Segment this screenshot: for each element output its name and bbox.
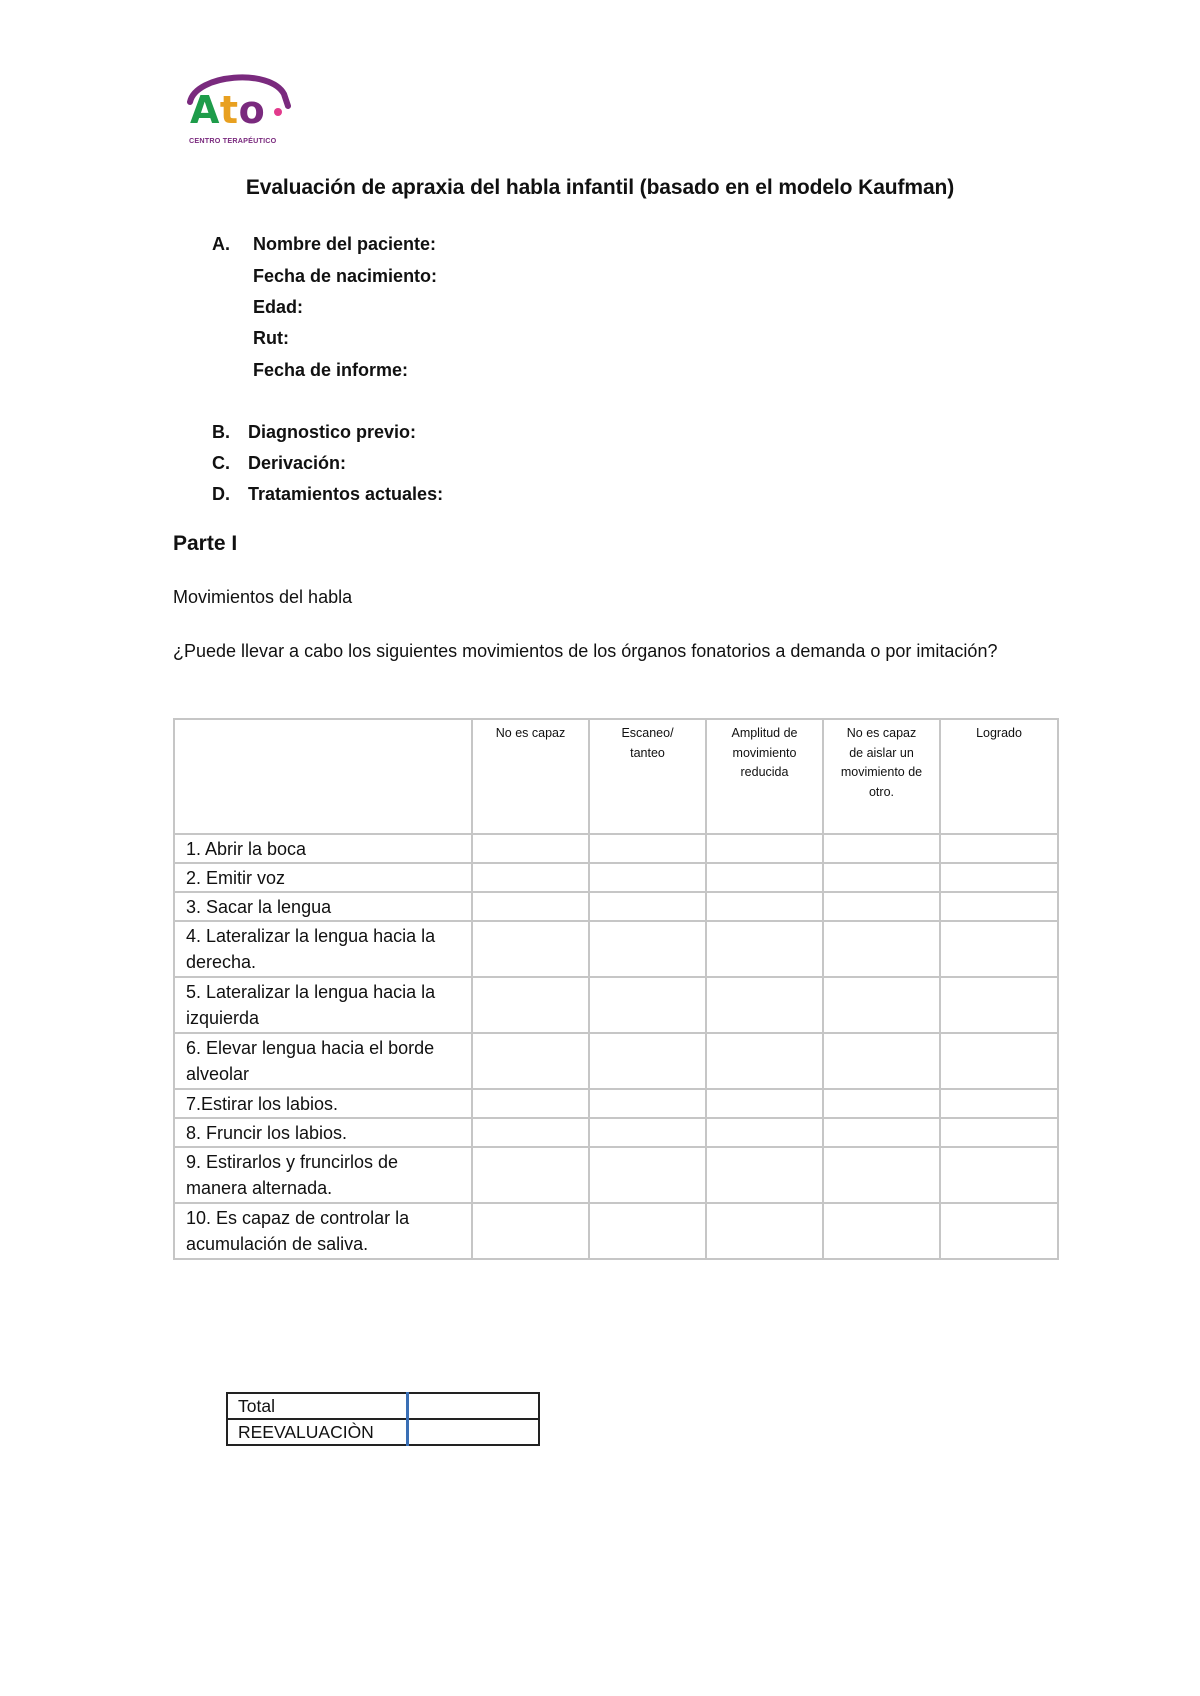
total-label: Total <box>227 1393 407 1419</box>
table-row <box>174 977 1058 1033</box>
table-row <box>174 1118 1058 1147</box>
header-not-capable: No es capaz <box>472 719 589 834</box>
field-report-date: Fecha de informe: <box>253 360 409 380</box>
table-header-row <box>174 719 1058 834</box>
section-c-letter: C. <box>212 453 230 473</box>
table-row <box>174 1089 1058 1118</box>
score-cell[interactable] <box>589 921 706 977</box>
field-age: Edad: <box>253 297 304 317</box>
section-a-letter: A. <box>212 234 230 254</box>
header-cannot-isolate: No es capaz de aislar un movimiento de otro. <box>823 719 940 834</box>
table-row <box>174 1203 1058 1259</box>
field-patient-name: Nombre del paciente: <box>253 234 437 254</box>
score-cell[interactable] <box>706 892 823 921</box>
score-cell[interactable] <box>472 863 589 892</box>
header-reduced-amplitude: Amplitud de movimiento reducida <box>706 719 823 834</box>
page-title: Evaluación de apraxia del habla infantil (basado en el modelo Kaufman) <box>245 176 955 199</box>
score-cell[interactable] <box>706 1033 823 1089</box>
table-row <box>174 921 1058 977</box>
header-scanning: Escaneo/ tanteo <box>589 719 706 834</box>
score-cell[interactable] <box>940 1203 1058 1259</box>
section-subheading: Movimientos del habla <box>173 587 353 607</box>
row-label: 10. Es capaz de controlar la acumulación de saliva. <box>174 1203 472 1259</box>
score-cell[interactable] <box>589 1203 706 1259</box>
logo <box>178 72 298 150</box>
score-cell[interactable] <box>940 977 1058 1033</box>
section-b-letter: B. <box>212 422 230 442</box>
totals-table <box>226 1392 540 1446</box>
score-cell[interactable] <box>472 1118 589 1147</box>
score-cell[interactable] <box>823 1147 940 1203</box>
score-cell[interactable] <box>472 834 589 863</box>
score-cell[interactable] <box>940 1033 1058 1089</box>
score-cell[interactable] <box>472 892 589 921</box>
score-cell[interactable] <box>940 1147 1058 1203</box>
score-cell[interactable] <box>706 921 823 977</box>
total-value-cell[interactable] <box>407 1393 539 1419</box>
score-cell[interactable] <box>472 1203 589 1259</box>
score-cell[interactable] <box>589 1033 706 1089</box>
score-cell[interactable] <box>706 977 823 1033</box>
score-cell[interactable] <box>589 863 706 892</box>
score-cell[interactable] <box>589 1118 706 1147</box>
score-cell[interactable] <box>472 1147 589 1203</box>
total-row <box>227 1393 539 1419</box>
score-cell[interactable] <box>706 834 823 863</box>
logo-subtitle: CENTRO TERAPÉUTICO <box>189 136 277 145</box>
assessment-table <box>173 718 1059 1260</box>
table-row <box>174 863 1058 892</box>
score-cell[interactable] <box>823 977 940 1033</box>
score-cell[interactable] <box>823 1118 940 1147</box>
row-label: 8. Fruncir los labios. <box>174 1118 472 1147</box>
row-label: 9. Estirarlos y fruncirlos de manera alternada. <box>174 1147 472 1203</box>
score-cell[interactable] <box>472 921 589 977</box>
header-achieved: Logrado <box>940 719 1058 834</box>
score-cell[interactable] <box>823 892 940 921</box>
score-cell[interactable] <box>940 834 1058 863</box>
table-row <box>174 892 1058 921</box>
reevaluation-value-cell[interactable] <box>407 1419 539 1445</box>
reevaluation-label: REEVALUACIÒN <box>227 1419 407 1445</box>
field-previous-diagnosis: Diagnostico previo: <box>248 422 417 442</box>
score-cell[interactable] <box>940 892 1058 921</box>
score-cell[interactable] <box>940 1118 1058 1147</box>
score-cell[interactable] <box>823 921 940 977</box>
score-cell[interactable] <box>823 1033 940 1089</box>
score-cell[interactable] <box>706 1118 823 1147</box>
table-row <box>174 1033 1058 1089</box>
score-cell[interactable] <box>706 863 823 892</box>
score-cell[interactable] <box>589 1147 706 1203</box>
table-row <box>174 1147 1058 1203</box>
row-label: 6. Elevar lengua hacia el borde alveolar <box>174 1033 472 1089</box>
question-text: ¿Puede llevar a cabo los siguientes movimientos de los órganos fonatorios a demanda o por imitación? <box>173 641 998 661</box>
row-label: 7.Estirar los labios. <box>174 1089 472 1118</box>
score-cell[interactable] <box>472 1033 589 1089</box>
score-cell[interactable] <box>706 1089 823 1118</box>
score-cell[interactable] <box>940 1089 1058 1118</box>
score-cell[interactable] <box>823 1089 940 1118</box>
score-cell[interactable] <box>940 921 1058 977</box>
score-cell[interactable] <box>589 834 706 863</box>
row-label: 3. Sacar la lengua <box>174 892 472 921</box>
score-cell[interactable] <box>589 1089 706 1118</box>
table-row <box>174 834 1058 863</box>
score-cell[interactable] <box>706 1147 823 1203</box>
logo-text: Ato <box>190 88 266 132</box>
score-cell[interactable] <box>589 977 706 1033</box>
field-rut: Rut: <box>253 328 289 348</box>
part-title: Parte I <box>173 532 238 555</box>
score-cell[interactable] <box>472 977 589 1033</box>
score-cell[interactable] <box>589 892 706 921</box>
score-cell[interactable] <box>472 1089 589 1118</box>
header-cell-empty <box>174 719 472 834</box>
row-label: 1. Abrir la boca <box>174 834 472 863</box>
field-birth-date: Fecha de nacimiento: <box>253 266 438 286</box>
score-cell[interactable] <box>823 834 940 863</box>
row-label: 5. Lateralizar la lengua hacia la izquierda <box>174 977 472 1033</box>
field-referral: Derivación: <box>248 453 347 473</box>
score-cell[interactable] <box>706 1203 823 1259</box>
row-label: 2. Emitir voz <box>174 863 472 892</box>
row-label: 4. Lateralizar la lengua hacia la derecha. <box>174 921 472 977</box>
score-cell[interactable] <box>823 863 940 892</box>
section-d-letter: D. <box>212 484 230 504</box>
score-cell[interactable] <box>823 1203 940 1259</box>
reevaluation-row <box>227 1419 539 1445</box>
score-cell[interactable] <box>940 863 1058 892</box>
field-current-treatments: Tratamientos actuales: <box>248 484 444 504</box>
